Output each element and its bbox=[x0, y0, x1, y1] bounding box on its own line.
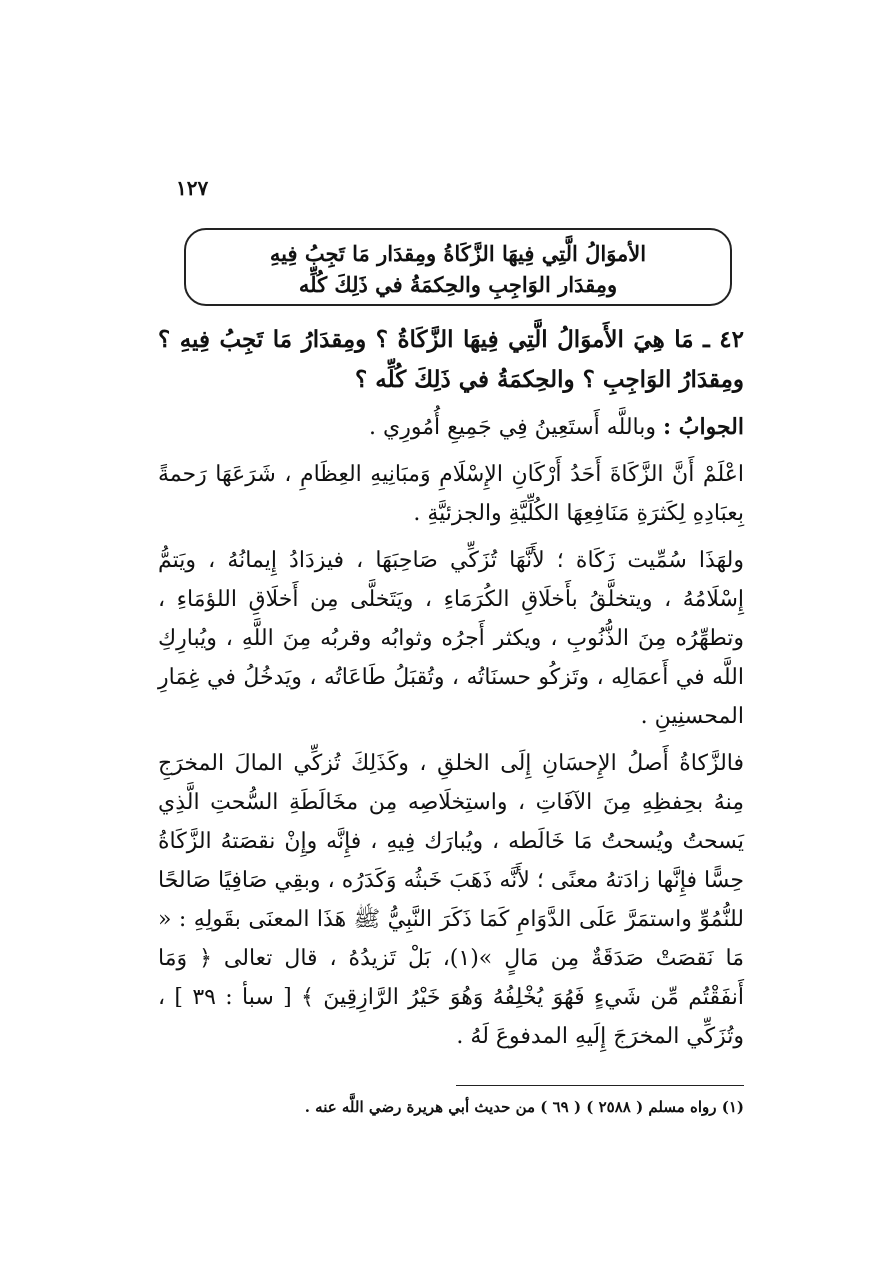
paragraph: اعْلَمْ أَنَّ الزَّكَاةَ أَحَدُ أَرْكَانِ الإِسْلَامِ وَمبَانِيهِ العِظَامِ ، شَرَعَهَا رَحمةً بِعبَادِهِ لِكَثرَةِ مَنَافِعِهَا الكُلِّيَّةِ والجزئيَّةِ . bbox=[158, 462, 744, 526]
footnote-divider bbox=[456, 1085, 744, 1086]
answer-text: وباللَّه أَستَعِينُ فِي جَمِيعِ أُمُورِي . bbox=[369, 415, 656, 440]
section-title-line-1: الأموَالُ الَّتِي فِيهَا الزَّكَاةُ ومِقدَار مَا تَجِبُ فِيهِ bbox=[269, 241, 647, 266]
section-title-box bbox=[184, 228, 732, 306]
question-number: ٤٢ ـ bbox=[703, 326, 745, 353]
section-title-line-2: ومِقدَار الوَاجِبِ والحِكمَةُ في ذَلِكَ كُلِّه bbox=[298, 272, 618, 297]
question bbox=[158, 320, 744, 400]
page-number: ١٢٧ bbox=[176, 176, 209, 200]
answer bbox=[158, 408, 744, 447]
footnote: (١) رواه مسلم ( ٢٥٨٨ ) ( ٦٩ ) من حديث أبي هريرة رضي اللَّه عنه . bbox=[304, 1098, 744, 1116]
question-text: مَا هِيَ الأَموَالُ الَّتِي فِيهَا الزَّكَاةُ ؟ ومِقدَارُ مَا تَجِبُ فِيهِ ؟ ومِقدَارُ الوَاجِبِ ؟ والحِكمَةُ في ذَلِكَ كُلِّه ؟ bbox=[158, 326, 744, 393]
paragraph: ولهَذَا سُمِّيت زَكَاة ؛ لأَنَّهَا تُزَكِّي صَاحِبَهَا ، فيزدَادُ إِيمانُهُ ، ويَتمُّ إِسْلَامُهُ ، ويتخلَّقُ بأَخلَاقِ الكُرَمَاءِ ، ويَتَخلَّى مِن أَخلَاقِ اللؤمَاءِ ، وتطهِّرُه مِنَ الذُّنُوبِ ، ويكثر أَجرُه وثوابُه وقربُه مِنَ اللَّهِ ، ويُبارِكِ اللَّه في أَعمَالِه ، وتَزكُو حسنَاتُه ، وتُقبَلُ طَاعَاتُه ، ويَدخُلُ في غِمَارِ المحسنِينِ . bbox=[158, 548, 744, 729]
paragraph: فالزَّكاةُ أَصلُ الإِحسَانِ إِلَى الخلقِ ، وكَذَلِكَ تُزكِّي المالَ المخرَجِ مِنهُ بحِفظِهِ مِنَ الآفَاتِ ، واستِخلَاصِه مِن مخَالَطَةِ السُّحتِ الَّذِي يَسحتُ ويُسحتُ مَا خَالَطه ، ويُبارَك فِيهِ ، فإِنَّه وإِنْ نقصَتهُ الزَّكَاةُ حِسًّا فإِنَّها زادَتهُ معنًى ؛ لأَنَّه ذَهَبَ خَبثُه وَكَدَرُه ، وبقِي صَافِيًا صَالحًا للنُّمُوِّ واستمَرَّ عَلَى الدَّوَامِ كَمَا ذَكَرَ النَّبِيُّ ﷺ هَذَا المعنَى بقَولِهِ : « مَا نَقصَتْ صَدَقَةٌ مِن مَالٍ »(١)، بَلْ تَزيدُهُ ، قال تعالى ﴿ وَمَا أَنفَقْتُم مِّن شَيءٍ فَهُوَ يُخْلِفُهُ وَهُوَ خَيْرُ الرَّازِقِينَ ﴾ [ سبأ : ٣٩ ] ، وتُزَكِّي المخرَجَ إِلَيهِ المدفوعَ لَهُ . bbox=[158, 751, 744, 1049]
body-text bbox=[158, 320, 744, 1064]
answer-label: الجوابُ : bbox=[663, 414, 744, 440]
